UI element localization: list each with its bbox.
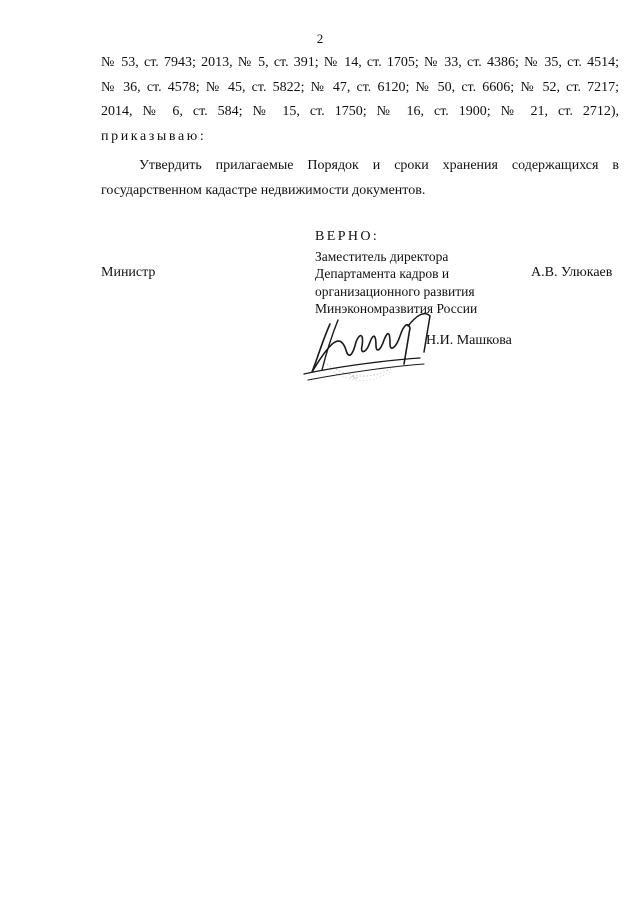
certification-line-1: Заместитель директора <box>315 248 449 264</box>
body-line-1: № 53, ст. 7943; 2013, № 5, ст. 391; № 14, ст. 1705; № 33, ст. 4386; № 35, ст. 4514; <box>101 55 619 70</box>
signer-name: Н.И. Машкова <box>426 333 512 348</box>
body-line-3: 2014, № 6, ст. 584; № 15, ст. 1750; № 16, ст. 1900; № 21, ст. 2712), <box>101 104 619 119</box>
document-body <box>101 51 619 203</box>
minister-name: А.В. Улюкаев <box>531 265 613 280</box>
certification-line-2: Департамента кадров и <box>315 266 450 281</box>
body-line-2: № 36, ст. 4578; № 45, ст. 5822; № 47, ст. 6120; № 50, ст. 6606; № 52, ст. 7217; <box>101 79 619 95</box>
decree-paragraph <box>101 154 619 203</box>
decree-line-2: государственном кадастре недвижимости документов. <box>101 182 426 198</box>
order-word: приказываю: <box>101 128 207 144</box>
decree-line-1: Утвердить прилагаемые Порядок и сроки хранения содержащихся в <box>139 158 619 173</box>
page-number: 2 <box>316 31 324 46</box>
certification-line-4: Минэкономразвития России <box>315 301 478 316</box>
minister-label: Министр <box>101 265 156 280</box>
certification-line-3: организационного развития <box>315 283 475 299</box>
certification-title: ВЕРНО: <box>315 229 380 244</box>
signature-icon <box>300 302 440 388</box>
